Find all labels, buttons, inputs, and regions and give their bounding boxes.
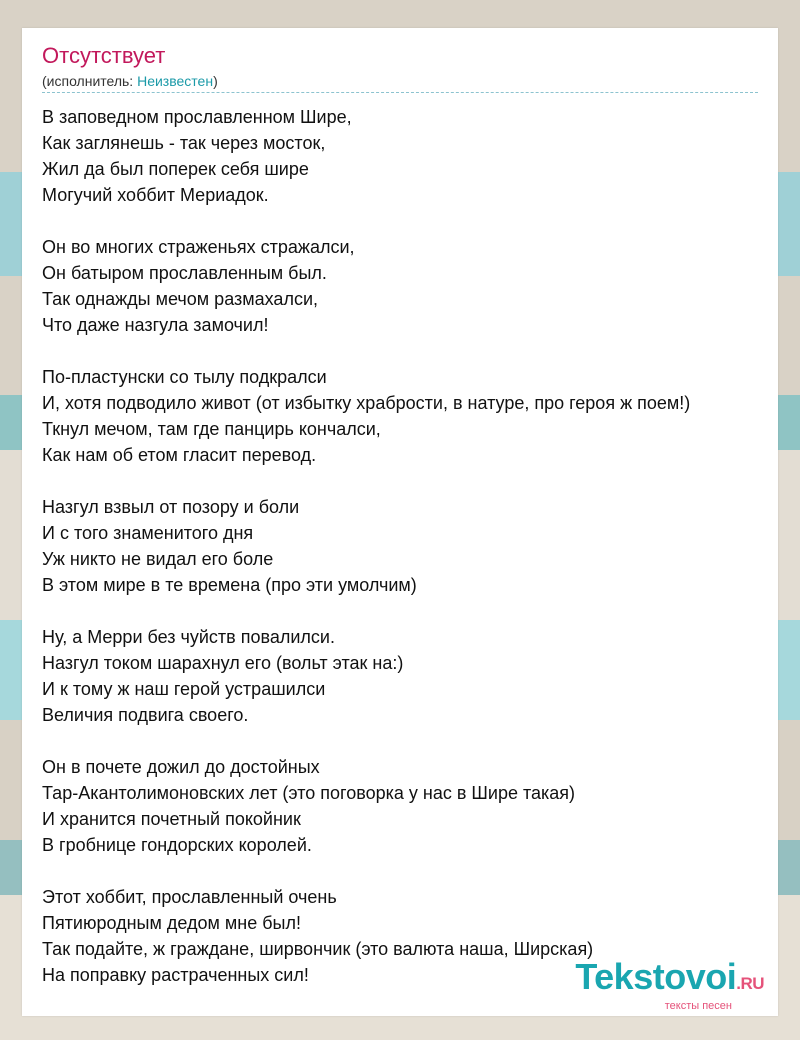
site-logo[interactable] bbox=[575, 956, 764, 1012]
lyric-line: В заповедном прославленном Шире, bbox=[42, 107, 352, 127]
stanza-gap bbox=[42, 468, 792, 494]
lyric-line: И хранится почетный покойник bbox=[42, 809, 301, 829]
lyric-line: По-пластунски со тылу подкралси bbox=[42, 367, 327, 387]
stanza-gap bbox=[42, 208, 792, 234]
lyric-line: Жил да был поперек себя шире bbox=[42, 159, 309, 179]
lyric-line: Он в почете дожил до достойных bbox=[42, 757, 320, 777]
lyric-line: И, хотя подводило живот (от избытку храбрости, в натуре, про героя ж поем!) bbox=[42, 393, 691, 413]
lyric-line: Он батыром прославленным был. bbox=[42, 263, 327, 283]
stanza-gap bbox=[42, 728, 792, 754]
lyric-line: Величия подвига своего. bbox=[42, 705, 249, 725]
lyric-line: Как заглянешь - так через мосток, bbox=[42, 133, 326, 153]
artist-link[interactable]: Неизвестен bbox=[137, 73, 214, 89]
logo-name: Tekstovoi bbox=[575, 956, 737, 997]
artist-line bbox=[42, 73, 758, 93]
artist-suffix: ) bbox=[213, 73, 218, 89]
lyric-line: Ну, а Мерри без чуйств повалилси. bbox=[42, 627, 335, 647]
lyric-line: Как нам об етом гласит перевод. bbox=[42, 445, 317, 465]
lyric-line: Ткнул мечом, там где панцирь кончалси, bbox=[42, 419, 381, 439]
stanza-gap bbox=[42, 338, 792, 364]
lyric-line: Этот хоббит, прославленный очень bbox=[42, 887, 337, 907]
lyric-line: На поправку растраченных сил! bbox=[42, 965, 309, 985]
lyric-line: Так однажды мечом размахалси, bbox=[42, 289, 319, 309]
lyric-line: Тар-Акантолимоновских лет (это поговорка у нас в Шире такая) bbox=[42, 783, 576, 803]
lyric-line: Уж никто не видал его боле bbox=[42, 549, 274, 569]
lyric-line: И к тому ж наш герой устрашилси bbox=[42, 679, 326, 699]
lyric-line: Назгул взвыл от позору и боли bbox=[42, 497, 300, 517]
lyric-line: Он во многих страженьях стражалси, bbox=[42, 237, 355, 257]
lyric-line: Так подайте, ж граждане, ширвончик (это валюта наша, Ширская) bbox=[42, 939, 594, 959]
lyric-line: И с того знаменитого дня bbox=[42, 523, 254, 543]
logo-tagline: тексты песен bbox=[664, 1000, 732, 1012]
lyric-line: Назгул током шарахнул его (вольт этак на:) bbox=[42, 653, 404, 673]
lyric-line: Что даже назгула замочил! bbox=[42, 315, 269, 335]
artist-prefix: (исполнитель: bbox=[42, 73, 138, 89]
stanza-gap bbox=[42, 598, 792, 624]
lyric-line: В этом мире в те времена (про эти умолчим) bbox=[42, 575, 417, 595]
logo-domain: .RU bbox=[736, 974, 764, 993]
lyric-line: Могучий хоббит Мериадок. bbox=[42, 185, 269, 205]
lyrics-card bbox=[22, 28, 778, 1016]
stanza-gap bbox=[42, 858, 792, 884]
lyric-line: В гробнице гондорских королей. bbox=[42, 835, 312, 855]
song-title: Отсутствует bbox=[42, 43, 166, 68]
lyric-line: Пятиюродным дедом мне был! bbox=[42, 913, 301, 933]
lyrics-text bbox=[42, 104, 792, 988]
